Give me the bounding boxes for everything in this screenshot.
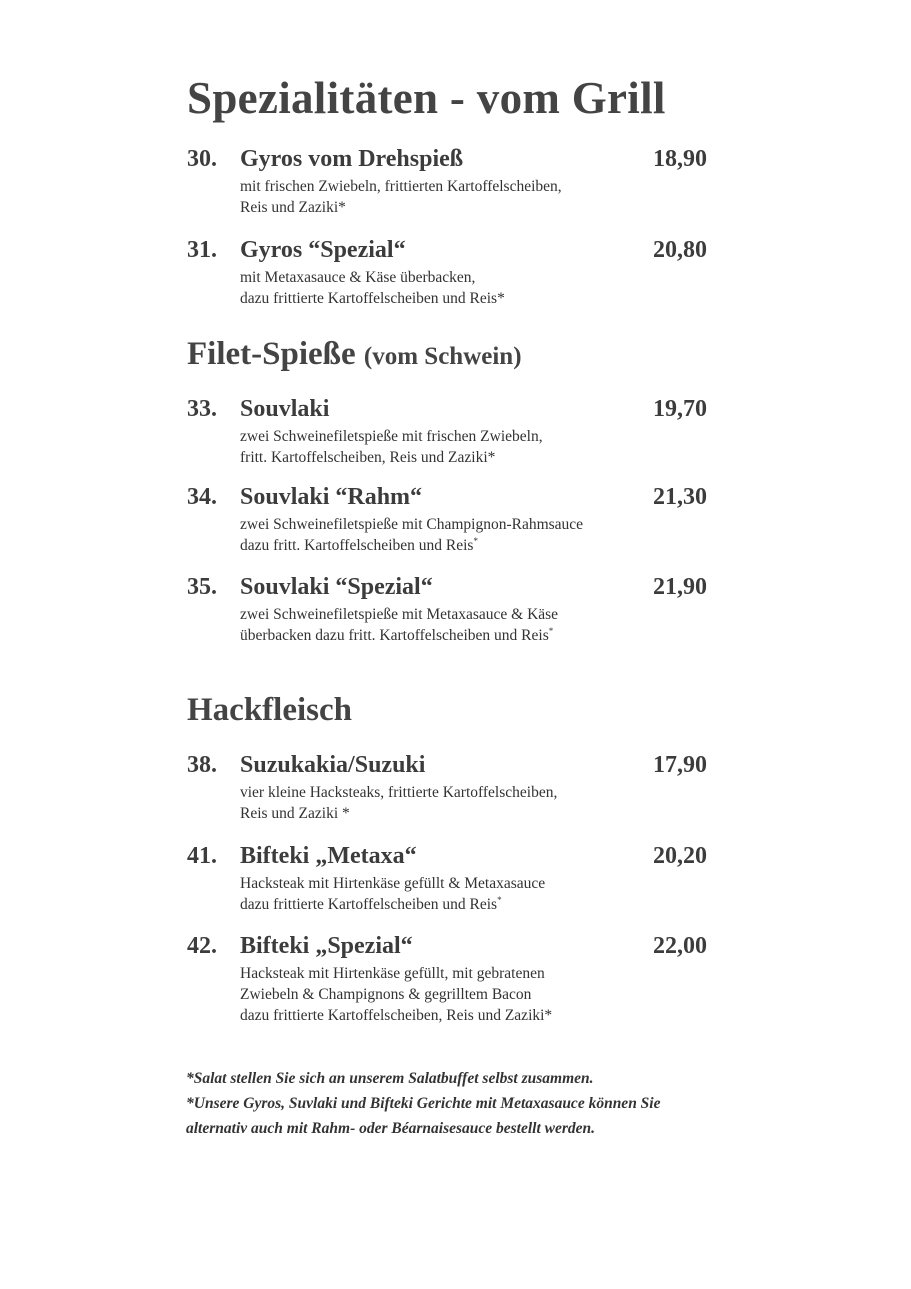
item-description <box>240 963 720 1026</box>
section-title-grill: Spezialitäten - vom Grill <box>187 73 666 123</box>
footnote-line: *Unsere Gyros, Suvlaki und Bifteki Gerichte mit Metaxasauce können Sie <box>186 1095 661 1112</box>
item-price: 22,00 <box>653 933 707 959</box>
description-line: Hacksteak mit Hirtenkäse gefüllt & Metaxasauce <box>240 875 546 892</box>
item-name: Gyros “Spezial“ <box>240 237 406 263</box>
description-line: mit Metaxasauce & Käse überbacken, <box>240 269 476 286</box>
item-description <box>240 604 720 646</box>
item-number: 34. <box>187 484 217 510</box>
item-name: Gyros vom Drehspieß <box>240 146 464 172</box>
item-number: 30. <box>187 146 217 172</box>
description-line: zwei Schweinefiletspieße mit Champignon-Rahmsauce <box>240 516 584 533</box>
item-number: 33. <box>187 396 217 422</box>
section-title-filet-sub: (vom Schwein) <box>363 343 522 370</box>
description-line <box>240 625 720 646</box>
description-line: Reis und Zaziki* <box>240 199 346 216</box>
description-line: fritt. Kartoffelscheiben, Reis und Zaziki* <box>240 449 496 466</box>
description-text: dazu frittierte Kartoffelscheiben und Reis <box>240 896 498 913</box>
item-name: Bifteki „Spezial“ <box>240 933 413 959</box>
item-name: Souvlaki “Spezial“ <box>240 574 433 600</box>
item-price: 18,90 <box>653 146 707 172</box>
description-line: zwei Schweinefiletspieße mit frischen Zwiebeln, <box>240 428 543 445</box>
description-line: dazu frittierte Kartoffelscheiben und Reis* <box>240 290 505 307</box>
footnote-line: *Salat stellen Sie sich an unserem Salatbuffet selbst zusammen. <box>186 1070 594 1087</box>
section-title-filet <box>187 336 522 373</box>
section-title-hackfleisch: Hackfleisch <box>187 692 352 728</box>
item-name: Souvlaki <box>240 396 330 422</box>
description-line: vier kleine Hacksteaks, frittierte Kartoffelscheiben, <box>240 784 558 801</box>
item-number: 41. <box>187 843 217 869</box>
description-line: Zwiebeln & Champignons & gegrilltem Bacon <box>240 986 532 1003</box>
item-number: 35. <box>187 574 217 600</box>
footnotes <box>186 1066 766 1141</box>
item-price: 20,80 <box>653 237 707 263</box>
description-line: Reis und Zaziki * <box>240 805 350 822</box>
item-description <box>240 426 720 468</box>
section-title-filet-main: Filet-Spieße <box>187 336 356 372</box>
description-line: Hacksteak mit Hirtenkäse gefüllt, mit gebratenen <box>240 965 545 982</box>
footnote-mark: * <box>548 626 554 636</box>
description-text: überbacken dazu fritt. Kartoffelscheiben und Reis <box>240 627 549 644</box>
item-number: 42. <box>187 933 217 959</box>
item-description <box>240 176 720 218</box>
item-number: 38. <box>187 752 217 778</box>
description-text: dazu fritt. Kartoffelscheiben und Reis <box>240 537 474 554</box>
item-description <box>240 267 720 309</box>
item-price: 17,90 <box>653 752 707 778</box>
description-line: mit frischen Zwiebeln, frittierten Kartoffelscheiben, <box>240 178 562 195</box>
description-line <box>240 535 720 556</box>
description-line: dazu frittierte Kartoffelscheiben, Reis und Zaziki* <box>240 1007 553 1024</box>
item-number: 31. <box>187 237 217 263</box>
item-name: Souvlaki “Rahm“ <box>240 484 423 510</box>
item-price: 21,30 <box>653 484 707 510</box>
footnote-line: alternativ auch mit Rahm- oder Béarnaisesauce bestellt werden. <box>186 1120 596 1137</box>
footnote-mark: * <box>497 895 502 905</box>
item-description <box>240 782 720 824</box>
description-line: zwei Schweinefiletspieße mit Metaxasauce & Käse <box>240 606 559 623</box>
item-price: 21,90 <box>653 574 707 600</box>
item-description <box>240 514 720 556</box>
item-price: 19,70 <box>653 396 707 422</box>
footnote-mark: * <box>473 536 478 546</box>
item-name: Bifteki „Metaxa“ <box>240 843 417 869</box>
description-line <box>240 894 720 915</box>
item-description <box>240 873 720 915</box>
item-name: Suzukakia/Suzuki <box>240 752 426 778</box>
item-price: 20,20 <box>653 843 707 869</box>
